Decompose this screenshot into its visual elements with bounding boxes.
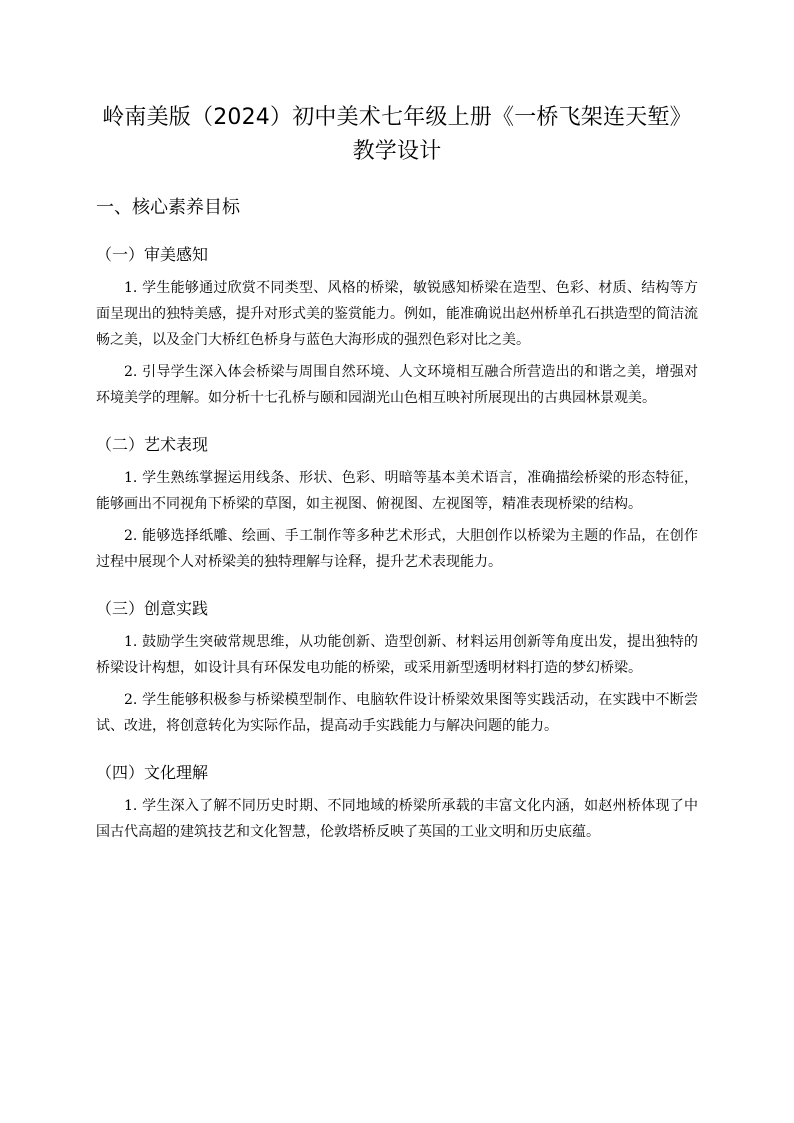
paragraph: 1. 学生深入了解不同历史时期、不同地域的桥梁所承载的丰富文化内涵，如赵州桥体现了中国古代高超的建筑技艺和文化智慧，伦敦塔桥反映了英国的工业文明和历史底蕴。 — [96, 798, 698, 840]
subsection-heading-creative-practice: （三）创意实践 — [96, 599, 209, 618]
paragraph: 2. 引导学生深入体会桥梁与周围自然环境、人文环境相互融合所营造出的和谐之美，增强对环境美学的理解。如分析十七孔桥与颐和园湖光山色相互映衬所展现出的古典园林景观美。 — [96, 364, 698, 406]
section-heading-core-goals: 一、核心素养目标 — [96, 197, 240, 218]
subsection-heading-artistic-expression: （二）艺术表现 — [96, 435, 209, 454]
paragraph: 2. 能够选择纸雕、绘画、手工制作等多种艺术形式，大胆创作以桥梁为主题的作品，在创作过程中展现个人对桥梁美的独特理解与诠释，提升艺术表现能力。 — [96, 528, 698, 570]
paragraph: 2. 学生能够积极参与桥梁模型制作、电脑软件设计桥梁效果图等实践活动，在实践中不断尝试、改进，将创意转化为实际作品，提高动手实践能力与解决问题的能力。 — [96, 692, 698, 734]
paragraph: 1. 鼓励学生突破常规思维，从功能创新、造型创新、材料运用创新等角度出发，提出独特的桥梁设计构想，如设计具有环保发电功能的桥梁，或采用新型透明材料打造的梦幻桥梁。 — [96, 634, 698, 676]
paragraph: 1. 学生熟练掌握运用线条、形状、色彩、明暗等基本美术语言，准确描绘桥梁的形态特征，能够画出不同视角下桥梁的草图，如主视图、俯视图、左视图等，精准表现桥梁的结构。 — [96, 470, 698, 512]
paragraph: 1. 学生能够通过欣赏不同类型、风格的桥梁，敏锐感知桥梁在造型、色彩、材质、结构等方面呈现出的独特美感，提升对形式美的鉴赏能力。例如，能准确说出赵州桥单孔石拱造型的简洁流畅之美，以及金门大桥红色桥身与蓝色大海形成的强烈色彩对比之美。 — [96, 280, 698, 348]
document-title: 岭南美版（2024）初中美术七年级上册《一桥飞架连天堑》教学设计 — [102, 105, 692, 164]
subsection-heading-cultural-understanding: （四）文化理解 — [96, 763, 209, 782]
subsection-heading-aesthetic-perception: （一）审美感知 — [96, 245, 209, 264]
